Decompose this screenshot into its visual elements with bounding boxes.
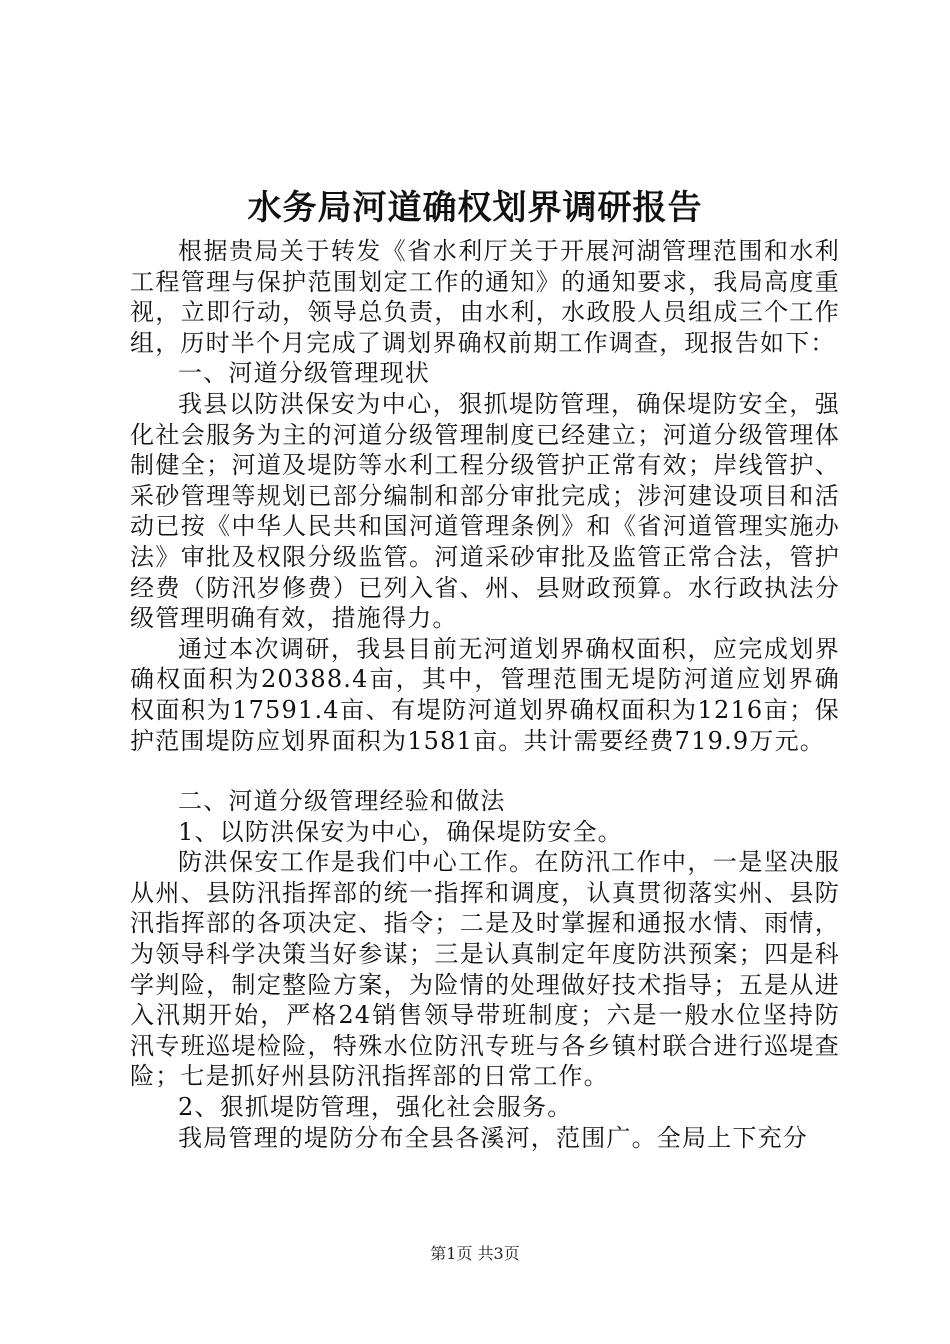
- embankment-paragraph: 我局管理的堤防分布全县各溪河，范围广。全局上下充分: [178, 1123, 808, 1152]
- document-title: 水务局河道确权划界调研报告: [247, 188, 703, 228]
- section-heading-2: 二、河道分级管理经验和做法: [178, 787, 506, 816]
- survey-results-paragraph: 通过本次调研，我县目前无河道划界确权面积，应完成划界确权面积为20388.4亩，其中，管理范围无堤防河道应划界确权面积为17591.4亩、有堤防河道划界确权面积为1216亩；保护范围堤防应划界面积为1581亩。共计需要经费719.9万元。: [130, 634, 840, 755]
- section-heading-1: 一、河道分级管理现状: [178, 359, 430, 388]
- subheading-2-1: 1、以防洪保安为中心，确保堤防安全。: [178, 817, 623, 846]
- document-body: [130, 236, 840, 1153]
- flood-control-paragraph: 防洪保安工作是我们中心工作。在防汛工作中，一是坚决服从州、县防汛指挥部的统一指挥和调度，认真贯彻落实州、县防汛指挥部的各项决定、指令；二是及时掌握和通报水情、雨情，为领导科学决策当好参谋；三是认真制定年度防洪预案；四是科学判险，制定整险方案，为险情的处理做好技术指导；五是从进入汛期开始，严格24销售领导带班制度；六是一般水位坚持防汛专班巡堤检险，特殊水位防汛专班与各乡镇村联合进行巡堤查险；七是抓好州县防汛指挥部的日常工作。: [130, 848, 840, 1091]
- subheading-2-2: 2、狠抓堤防管理，强化社会服务。: [178, 1093, 573, 1122]
- page-number-footer: 第1页 共3页: [430, 1244, 520, 1263]
- intro-paragraph: 根据贵局关于转发《省水利厅关于开展河湖管理范围和水利工程管理与保护范围划定工作的通知》的通知要求，我局高度重视，立即行动，领导总负责，由水利，水政股人员组成三个工作组，历时半个月完成了调划界确权前期工作调查，现报告如下：: [130, 237, 840, 357]
- section-1-paragraph: 我县以防洪保安为中心，狠抓堤防管理，确保堤防安全，强化社会服务为主的河道分级管理制度已经建立；河道分级管理体制健全；河道及堤防等水利工程分级管护正常有效；岸线管护、采砂管理等规划已部分编制和部分审批完成；涉河建设项目和活动已按《中华人民共和国河道管理条例》和《省河道管理实施办法》审批及权限分级监管。河道采砂审批及监管正常合法，管护经费（防汛岁修费）已列入省、州、县财政预算。水行政执法分级管理明确有效，措施得力。: [130, 389, 840, 633]
